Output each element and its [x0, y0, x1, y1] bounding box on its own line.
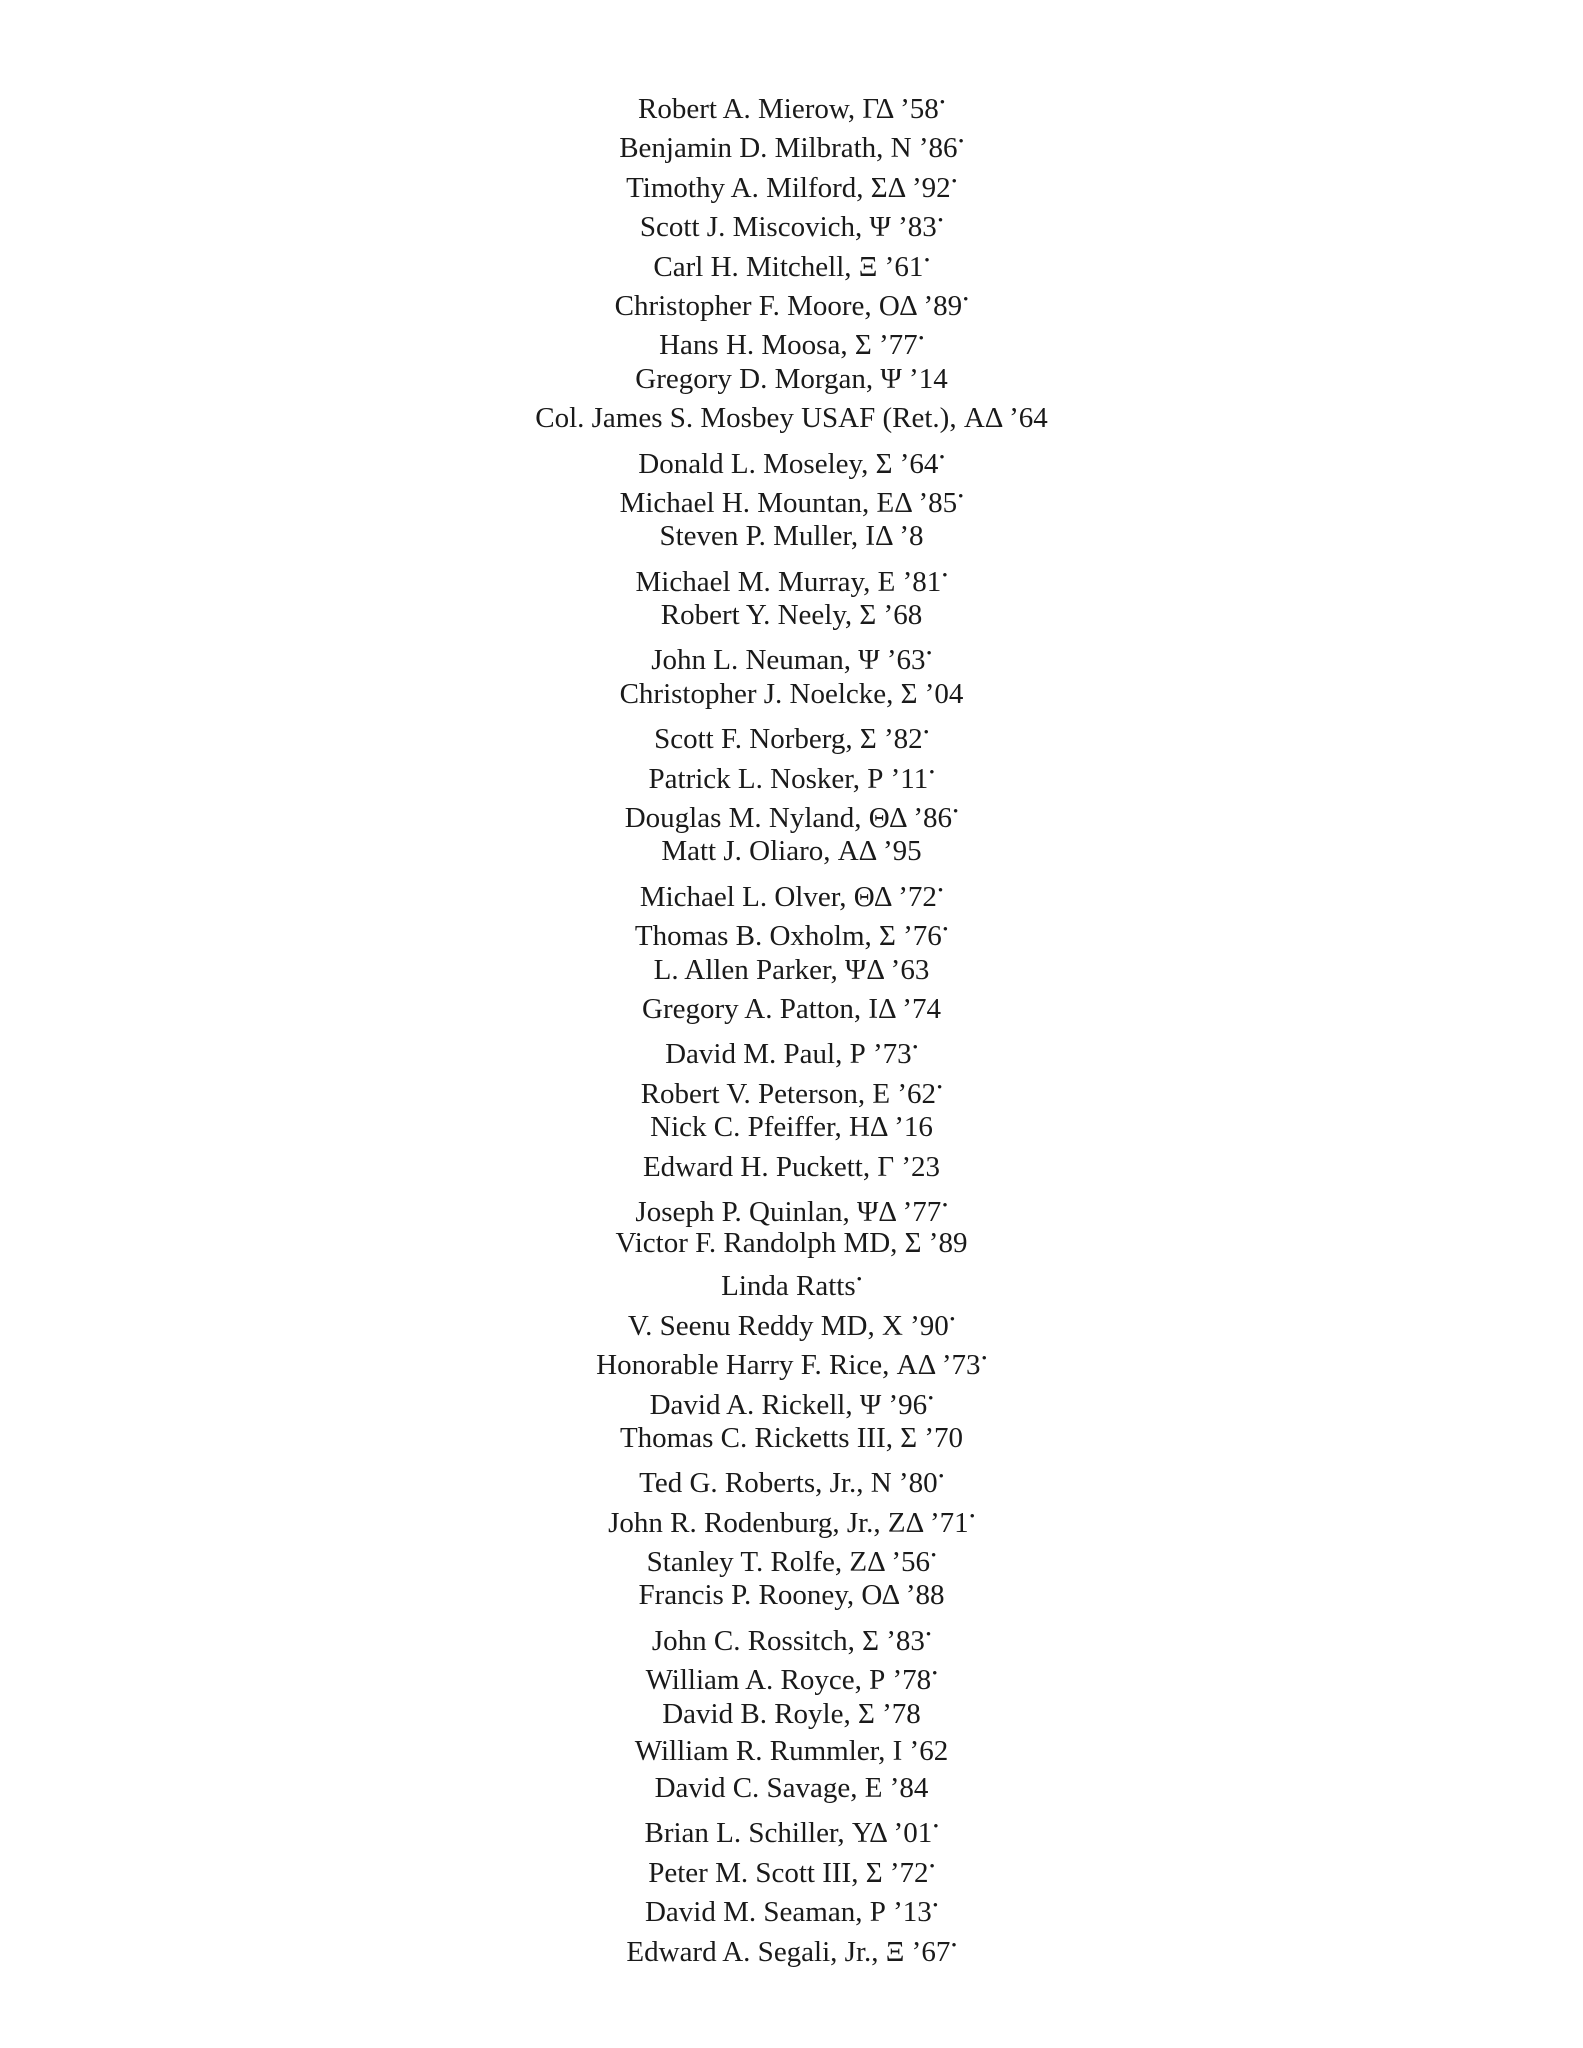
- member-entry: [0, 1340, 1583, 1382]
- deceased-marker: •: [951, 1937, 957, 1954]
- member-entry: [0, 1537, 1583, 1579]
- deceased-marker: •: [981, 1351, 987, 1368]
- deceased-marker: •: [932, 1898, 938, 1915]
- deceased-marker: •: [923, 725, 929, 742]
- member-name: Patrick L. Nosker, Ρ ’11: [648, 762, 929, 795]
- member-name: Francis P. Rooney, ΟΔ ’88: [638, 1579, 945, 1612]
- member-name: Joseph P. Quinlan, ΨΔ ’77: [635, 1195, 942, 1228]
- member-entry: [0, 1419, 1583, 1458]
- member-entry: [0, 990, 1583, 1029]
- member-name: John C. Rossitch, Σ ’83: [651, 1624, 925, 1657]
- member-entry: [0, 517, 1583, 556]
- member-entry: [0, 360, 1583, 399]
- member-entry: [0, 1769, 1583, 1808]
- member-name: Michael L. Olver, ΘΔ ’72: [639, 880, 937, 913]
- member-name: Victor F. Randolph MD, Σ ’89: [615, 1227, 968, 1260]
- member-entry: [0, 832, 1583, 871]
- member-name: V. Seenu Reddy MD, Χ ’90: [627, 1309, 949, 1342]
- member-name: Robert Y. Neely, Σ ’68: [660, 599, 923, 632]
- member-name: John R. Rodenburg, Jr., ΖΔ ’71: [608, 1506, 969, 1539]
- deceased-marker: •: [963, 291, 969, 308]
- member-name: Christopher F. Moore, ΟΔ ’89: [614, 289, 963, 322]
- member-entry: [0, 635, 1583, 677]
- deceased-marker: •: [969, 1508, 975, 1525]
- member-entry: [0, 1498, 1583, 1537]
- member-name: Nick C. Pfeiffer, ΗΔ ’16: [650, 1111, 933, 1144]
- member-name: Col. James S. Mosbey USAF (Ret.), ΑΔ ’64: [535, 402, 1048, 435]
- member-entry: [0, 951, 1583, 990]
- member-entry: [0, 1695, 1583, 1734]
- member-entry: [0, 1655, 1583, 1697]
- member-name: Michael H. Mountan, ΕΔ ’85: [619, 486, 958, 519]
- member-entry: [0, 281, 1583, 320]
- member-name: David M. Seaman, Ρ ’13: [644, 1896, 932, 1929]
- member-name: Scott J. Miscovich, Ψ ’83: [639, 211, 937, 244]
- member-entry: [0, 1261, 1583, 1303]
- member-entry: [0, 1187, 1583, 1226]
- deceased-marker: •: [937, 882, 944, 899]
- member-entry: [0, 84, 1583, 123]
- deceased-marker: •: [929, 764, 935, 781]
- member-name: Douglas M. Nyland, ΘΔ ’86: [624, 802, 952, 835]
- member-entry: [0, 793, 1583, 835]
- member-name: Thomas B. Oxholm, Σ ’76: [634, 920, 942, 953]
- member-name: Michael M. Murray, Ε ’81: [635, 565, 942, 598]
- deceased-marker: •: [918, 331, 924, 348]
- member-entry: [0, 1927, 1583, 1966]
- member-entry: [0, 1380, 1583, 1419]
- deceased-marker: •: [939, 449, 945, 466]
- member-name: Carl H. Mitchell, Ξ ’61: [653, 250, 924, 283]
- deceased-marker: •: [939, 95, 945, 111]
- member-name: Ted G. Roberts, Jr., Ν ’80: [639, 1467, 938, 1500]
- member-entry: [0, 1301, 1583, 1340]
- member-name: Benjamin D. Milbrath, Ν ’86: [619, 132, 958, 165]
- deceased-marker: •: [929, 1858, 935, 1875]
- member-name: Robert A. Mierow, ΓΔ ’58: [637, 93, 939, 125]
- member-name: Gregory A. Patton, ΙΔ ’74: [642, 992, 941, 1025]
- member-name: David M. Paul, Ρ ’73: [665, 1038, 912, 1071]
- deceased-marker: •: [949, 1311, 956, 1328]
- member-entry: [0, 242, 1583, 281]
- member-entry: [0, 675, 1583, 714]
- deceased-marker: •: [937, 1079, 943, 1096]
- member-entry: [0, 163, 1583, 202]
- member-name: Christopher J. Noelcke, Σ ’04: [619, 677, 964, 710]
- member-name: Peter M. Scott III, Σ ’72: [648, 1856, 929, 1889]
- member-entry: [0, 557, 1583, 596]
- member-entry: [0, 478, 1583, 517]
- member-name: William R. Rummler, Ι ’62: [634, 1735, 949, 1768]
- member-name: Matt J. Oliaro, ΑΔ ’95: [661, 835, 922, 868]
- member-entry: [0, 1108, 1583, 1147]
- member-entry: [0, 1616, 1583, 1655]
- member-entry: [0, 596, 1583, 635]
- deceased-marker: •: [912, 1040, 918, 1057]
- member-entry: [0, 1848, 1583, 1887]
- member-entry: [0, 1458, 1583, 1500]
- member-name: L. Allen Parker, ΨΔ ’63: [653, 953, 930, 986]
- member-name: Brian L. Schiller, ΥΔ ’01: [644, 1817, 933, 1850]
- deceased-marker: •: [942, 922, 949, 939]
- member-entry: [0, 1576, 1583, 1615]
- deceased-marker: •: [938, 1469, 944, 1486]
- member-name: Edward A. Segali, Jr., Ξ ’67: [626, 1935, 951, 1968]
- deceased-marker: •: [942, 567, 948, 584]
- member-name: Linda Ratts: [721, 1270, 856, 1303]
- member-entry: [0, 1808, 1583, 1850]
- deceased-marker: •: [958, 134, 964, 151]
- member-name: Edward H. Puckett, Γ ’23: [642, 1150, 941, 1183]
- member-name: Gregory D. Morgan, Ψ ’14: [635, 362, 948, 395]
- deceased-marker: •: [937, 213, 944, 230]
- member-entry: [0, 1069, 1583, 1108]
- member-name: David C. Savage, Ε ’84: [654, 1772, 929, 1805]
- member-entry: [0, 439, 1583, 478]
- member-entry: [0, 1226, 1583, 1261]
- member-entry: [0, 1029, 1583, 1071]
- member-name: John L. Neuman, Ψ ’63: [651, 644, 926, 677]
- member-entry: [0, 320, 1583, 362]
- member-name: William A. Royce, Ρ ’78: [645, 1664, 932, 1697]
- deceased-marker: •: [942, 1197, 948, 1214]
- member-name: Hans H. Moosa, Σ ’77: [659, 329, 918, 362]
- deceased-marker: •: [925, 1626, 932, 1643]
- member-name: Robert V. Peterson, Ε ’62: [640, 1077, 937, 1110]
- member-entry: [0, 1148, 1583, 1187]
- member-name: David B. Royle, Σ ’78: [662, 1697, 921, 1730]
- deceased-marker: •: [926, 646, 932, 663]
- deceased-marker: •: [952, 804, 959, 821]
- member-name: David A. Rickell, Ψ ’96: [649, 1388, 928, 1421]
- member-name: Honorable Harry F. Rice, ΑΔ ’73: [596, 1349, 981, 1382]
- member-name: Steven P. Muller, ΙΔ ’8: [659, 520, 924, 553]
- deceased-marker: •: [928, 1390, 934, 1407]
- deceased-marker: •: [856, 1272, 862, 1289]
- member-entry: [0, 123, 1583, 165]
- member-entry: [0, 714, 1583, 756]
- member-name: Thomas C. Ricketts III, Σ ’70: [619, 1421, 964, 1454]
- member-entry: [0, 911, 1583, 953]
- deceased-marker: •: [931, 1548, 937, 1565]
- member-entry: [0, 1887, 1583, 1929]
- member-name: Stanley T. Rolfe, ΖΔ ’56: [646, 1546, 931, 1579]
- member-name: Timothy A. Milford, ΣΔ ’92: [626, 171, 951, 204]
- member-entry: [0, 399, 1583, 438]
- member-name-list: [0, 84, 1583, 1966]
- deceased-marker: •: [932, 1666, 938, 1683]
- member-entry: [0, 1734, 1583, 1769]
- deceased-marker: •: [958, 488, 964, 505]
- member-name: Scott F. Norberg, Σ ’82: [654, 723, 923, 756]
- deceased-marker: •: [951, 173, 957, 190]
- member-entry: [0, 202, 1583, 244]
- member-name: Donald L. Moseley, Σ ’64: [638, 447, 939, 480]
- member-entry: [0, 754, 1583, 793]
- deceased-marker: •: [924, 252, 930, 269]
- deceased-marker: •: [933, 1819, 939, 1836]
- member-entry: [0, 872, 1583, 911]
